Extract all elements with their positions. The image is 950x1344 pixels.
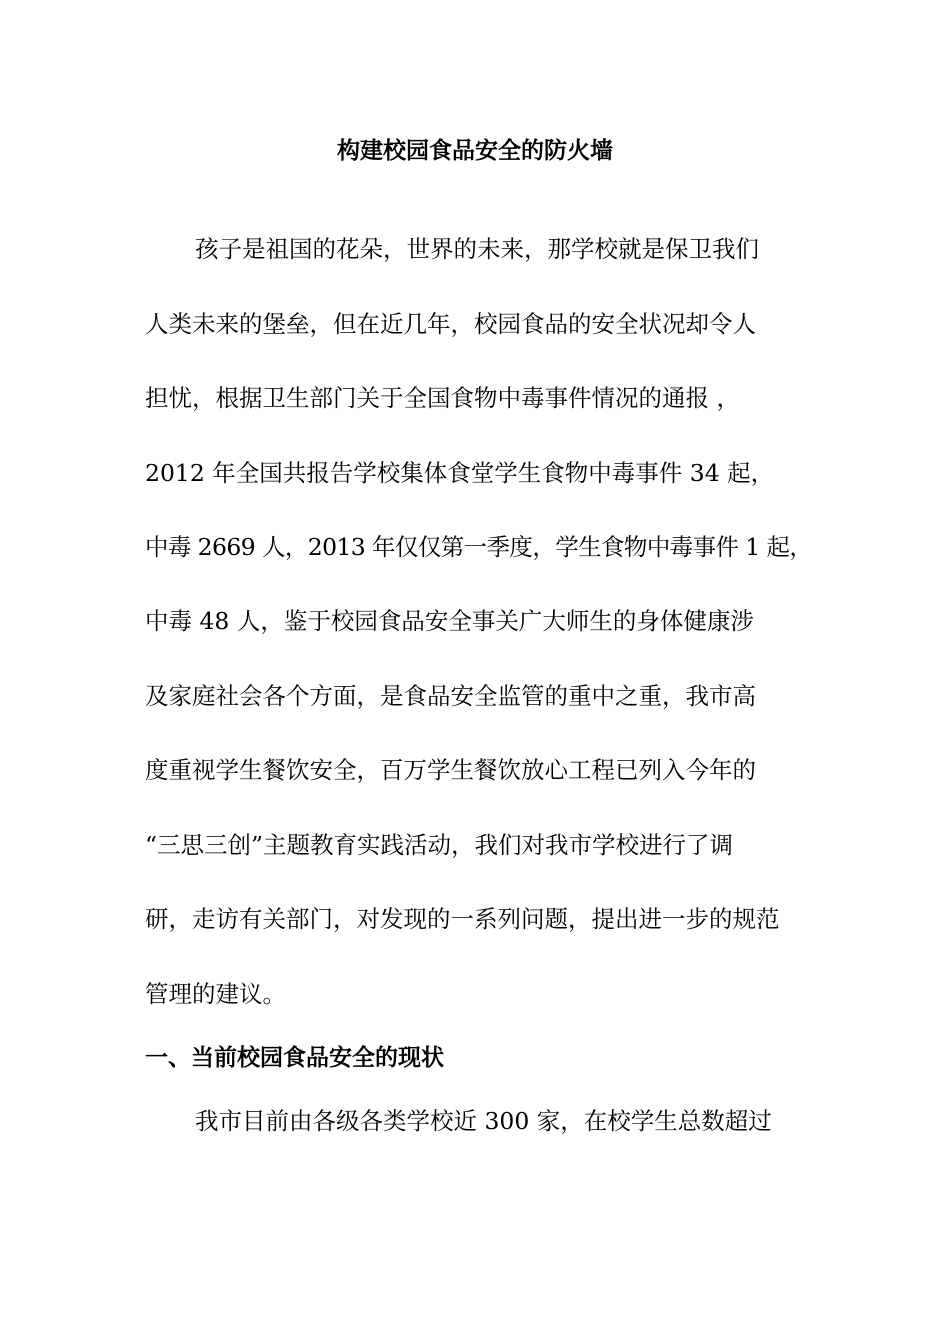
section-1-line-1: 我市目前由各级各类学校近 300 家，在校学生总数超过	[195, 1107, 772, 1135]
intro-line-9: “三思三创”主题教育实践活动，我们对我市学校进行了调	[145, 831, 734, 859]
intro-line-8: 度重视学生餐饮安全，百万学生餐饮放心工程已列入今年的	[145, 756, 756, 784]
intro-line-6: 中毒 48 人，鉴于校园食品安全事关广大师生的身体健康涉	[145, 607, 754, 635]
intro-line-11: 管理的建议。	[145, 980, 286, 1008]
intro-line-10: 研，走访有关部门，对发现的一系列问题，提出进一步的规范	[145, 905, 780, 933]
intro-line-4: 2012 年全国共报告学校集体食堂学生食物中毒事件 34 起，	[145, 459, 775, 487]
document-title: 构建校园食品安全的防火墙	[337, 138, 613, 164]
section-1-heading: 一、当前校园食品安全的现状	[145, 1045, 444, 1071]
intro-line-2: 人类未来的堡垒，但在近几年，校园食品的安全状况却令人	[145, 310, 756, 338]
intro-line-7: 及家庭社会各个方面，是食品安全监管的重中之重，我市高	[145, 682, 756, 710]
intro-line-1: 孩子是祖国的花朵，世界的未来，那学校就是保卫我们	[195, 235, 759, 263]
intro-line-5: 中毒 2669 人，2013 年仅仅第一季度，学生食物中毒事件 1 起，	[145, 533, 813, 561]
intro-line-3: 担忧，根据卫生部门关于全国食物中毒事件情况的通报 ，	[145, 384, 740, 412]
